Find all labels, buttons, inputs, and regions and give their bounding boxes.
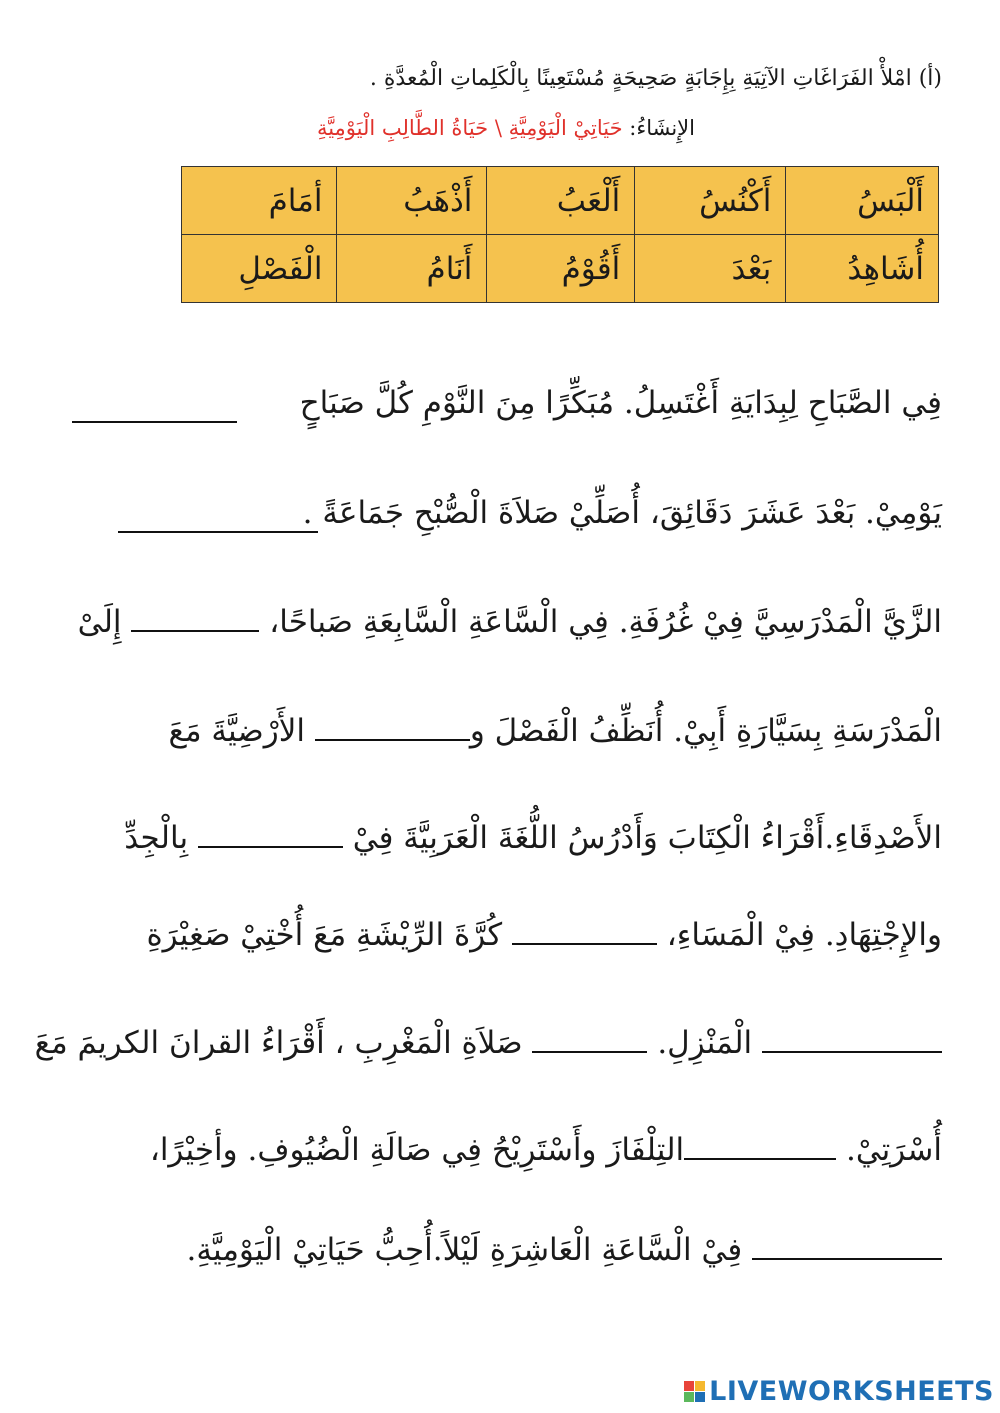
topic-heading — [55, 116, 695, 140]
word-bank-cell: أَنَامُ — [337, 235, 487, 303]
line-text: الْمَنْزِلِ. — [647, 1025, 762, 1061]
blank-field-9[interactable] — [684, 1158, 836, 1160]
paragraph-line-6 — [62, 917, 942, 953]
liveworksheets-brand — [684, 1376, 994, 1407]
blank-field-5[interactable] — [198, 846, 343, 848]
paragraph-line-3 — [62, 604, 942, 640]
word-bank-cell: أُشَاهِدُ — [786, 235, 939, 303]
word-bank-cell: أمَامَ — [182, 167, 337, 235]
line-text: فِيْ الْسَّاعَةِ الْعَاشِرَةِ لَيْلاً.أُحِبُّ حَيَاتِيْ الْيَوْمِيَّةِ. — [186, 1232, 752, 1268]
blank-field-8[interactable] — [532, 1051, 647, 1053]
line-text: كُرَّةَ الرِّيْشَةِ مَعَ أُخْتِيْ صَغِيْرَةِ — [146, 917, 512, 953]
word-bank-cell: بَعْدَ — [635, 235, 786, 303]
paragraph-line-8 — [62, 1132, 942, 1168]
liveworksheets-logo-icon — [684, 1381, 705, 1402]
paragraph-line-4 — [62, 713, 942, 749]
paragraph-line-9 — [62, 1232, 942, 1268]
line-text: والإِجْتِهَادِ. فِيْ الْمَسَاءِ، — [656, 917, 942, 953]
paragraph-line-5 — [62, 820, 942, 856]
blank-field-6[interactable] — [512, 943, 657, 945]
line-text: الأَرْضِيَّةَ مَعَ — [168, 713, 315, 749]
instruction-text: (أ) امْلأْ الفَرَاغَاتِ الآتِيَةِ بِإِجَابَةٍ صَحِيحَةٍ مُسْتَعِينًا بِالْكَلِماتِ الْمُعدَّةِ . — [369, 66, 942, 91]
word-bank-row — [182, 235, 939, 303]
word-bank-table — [181, 166, 939, 303]
line-text: الْمَدْرَسَةِ بِسَيَّارَةِ أَبِيْ. أُنَظِّفُ الْفَصْلَ و — [469, 713, 942, 749]
line-text: صَلاَةِ الْمَغْرِبِ ، أَقْرَاءُ القرانَ الكريمَ مَعَ — [34, 1025, 533, 1061]
paragraph-line-1 — [62, 385, 942, 421]
blank-field-4[interactable] — [315, 739, 470, 741]
line-text: التِلْفَازَ وأَسْتَرِيْحُ فِي صَالَةِ الْضُيُوفِ. وأخِيْرًا، — [149, 1132, 685, 1168]
line-text: أُسْرَتِيْ. — [836, 1132, 942, 1168]
word-bank-cell: أَلْعَبُ — [487, 167, 635, 235]
paragraph-line-7 — [34, 1025, 942, 1061]
topic-title: حَيَاتِيْ الْيَوْمِيَّةِ \ حَيَاةُ الطَّالِبِ الْيَوْمِيَّةِ — [316, 116, 623, 140]
word-bank-cell: الْفَصْلِ — [182, 235, 337, 303]
line-text: الأَصْدِقَاءِ.أَقْرَاءُ الْكِتَابَ وَأَدْرُسُ اللُّغَةَ الْعَرَبِيَّةَ فِيْ — [342, 820, 942, 856]
blank-field-3[interactable] — [131, 630, 259, 632]
word-bank-cell: أَلْبَسُ — [786, 167, 939, 235]
blank-field-7[interactable] — [762, 1051, 942, 1053]
blank-field-1[interactable] — [72, 421, 237, 423]
word-bank-cell: أَذْهَبُ — [337, 167, 487, 235]
line-text: فِي الصَّبَاحِ لِبِدَايَةِ أَغْتَسِلُ. مُبَكِّرًا مِنَ النَّوْمِ كُلَّ صَبَاحٍ — [299, 385, 942, 421]
line-text: إِلَىْ — [77, 604, 132, 640]
brand-name: LIVEWORKSHEETS — [709, 1376, 994, 1407]
word-bank-cell: أَقُوْمُ — [487, 235, 635, 303]
topic-label: الإِنشَاءُ: — [622, 116, 695, 140]
blank-field-10[interactable] — [752, 1258, 942, 1260]
line-text: الزَّيَّ الْمَدْرَسِيَّ فِيْ غُرُفَةِ. فِي الْسَّاعَةِ الْسَّابِعَةِ صَباحًا، — [259, 604, 942, 640]
word-bank-row — [182, 167, 939, 235]
blank-field-2[interactable] — [118, 531, 318, 533]
paragraph-line-2 — [62, 495, 942, 531]
line-text: يَوْمِيْ. بَعْدَ عَشَرَ دَقَائِقَ، أُصَلِّيْ صَلاَةَ الْصُّبْحِ جَمَاعَةً . — [302, 495, 942, 531]
line-text: بِالْجِدِّ — [124, 820, 198, 856]
word-bank-cell: أَكْنُسُ — [635, 167, 786, 235]
